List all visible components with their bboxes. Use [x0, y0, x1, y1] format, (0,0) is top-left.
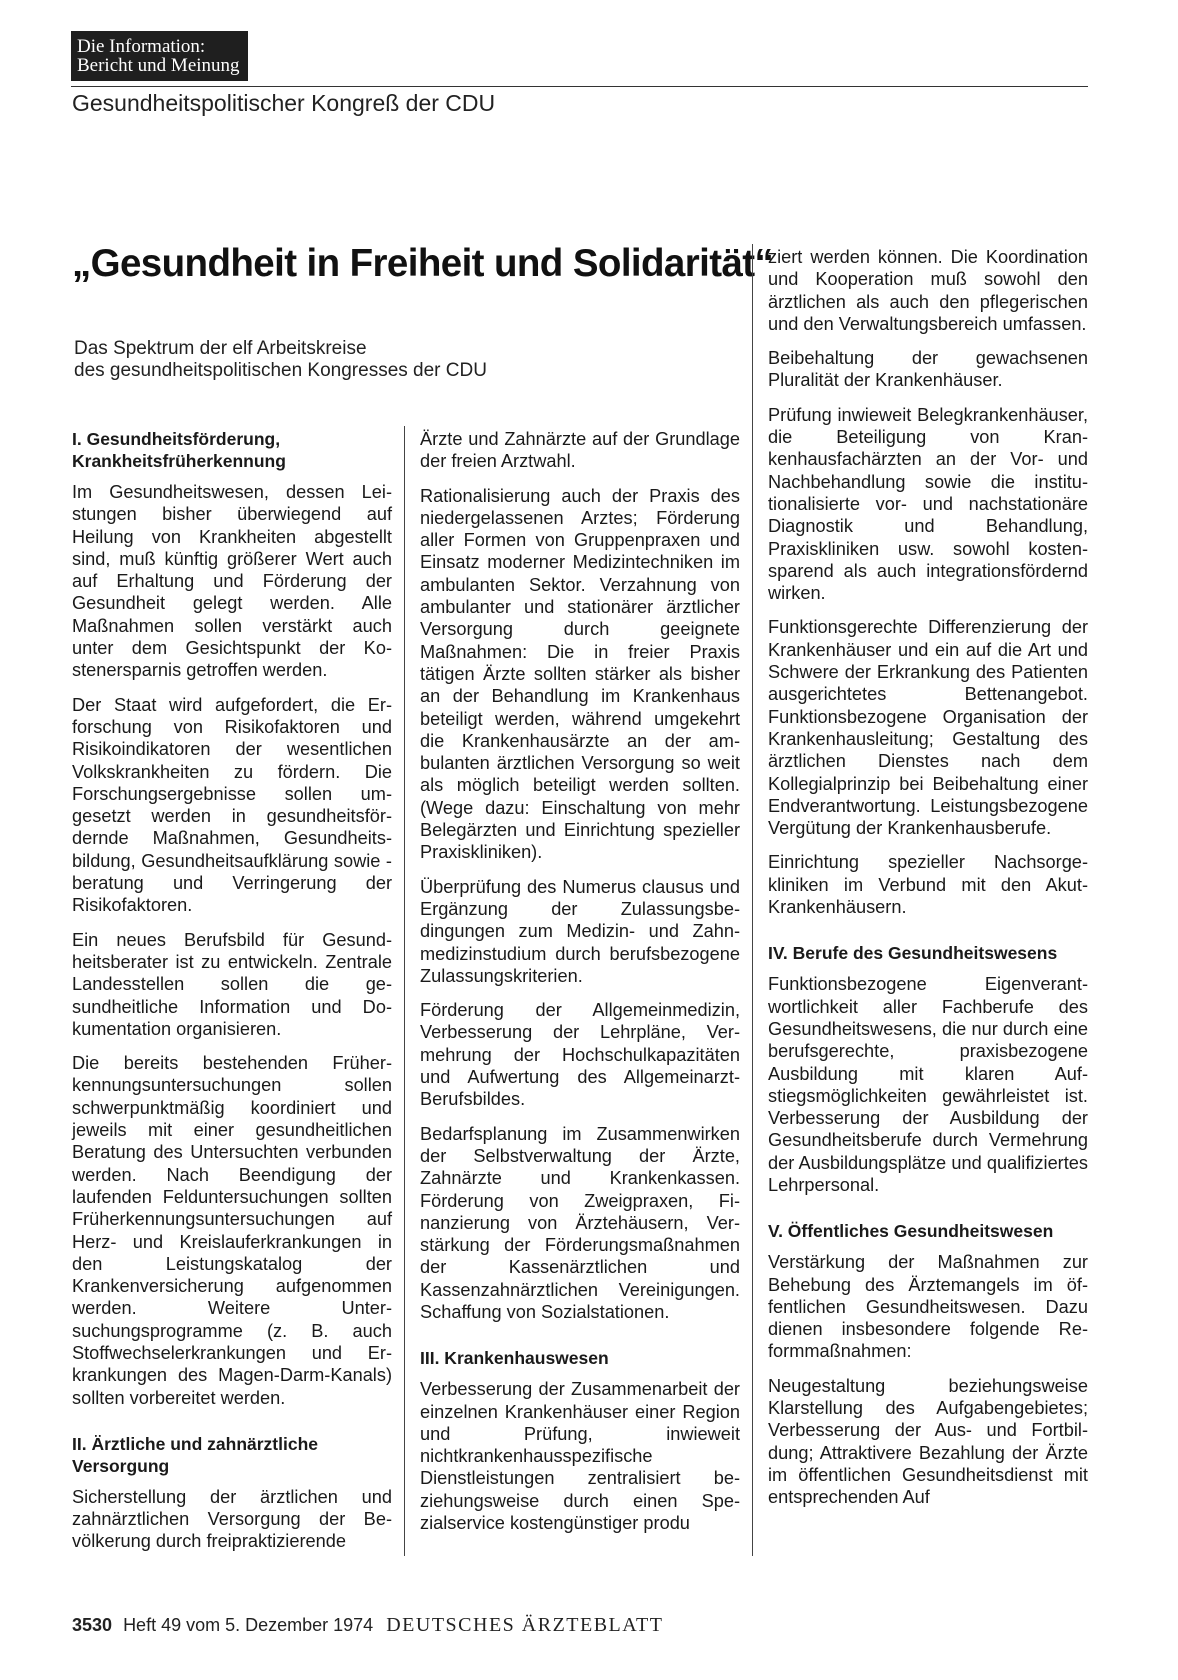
paragraph: Prüfung inwieweit Belegkrankenhäuser, die Beteiligung von Krankenhausfachärzten an der Vor- und Nachbehandlung sowie die institutionalisierte vor- und nachstationäre Diagnostik und Behandlung, Praxiskliniken usw. sowohl kostensparend als auch integrationsfördernd wirken. — [768, 404, 1088, 604]
standfirst — [74, 338, 487, 382]
issue-info: Heft 49 vom 5. Dezember 1974 — [123, 1615, 374, 1635]
paragraph: Funktionsgerechte Differenzierung der Krankenhäuser und ein auf die Art und Schwere der Erkrankung des Patienten ausgerichtetes Bettenangebot. Funktionsbezogene Organisation der Krankenhausleitung; Gestaltung des ärztlichen Dienstes nach dem Kollegialprinzip bei Beibehaltung einer Endverantwortung. Leistungsbezogene Vergütung der Krankenhausberufe. — [768, 617, 1088, 839]
column-divider-2 — [752, 244, 753, 1556]
column-1 — [72, 428, 392, 1565]
standfirst-line-1: Das Spektrum der elf Arbeitskreise — [74, 338, 367, 359]
page-footer — [72, 1614, 663, 1637]
paragraph: Ärzte und Zahnärzte auf der Grundlage der freien Arztwahl. — [420, 429, 740, 472]
paragraph: Überprüfung des Numerus clausus und Ergänzung der Zulassungsbedingungen zum Medizin- und Zahnmedizinstudium durch berufsbezogene Zulassungskriterien. — [420, 876, 740, 986]
paragraph: Bedarfsplanung im Zusammenwirken der Selbstverwaltung der Ärzte, Zahnärzte und Krankenkassen. Förderung von Zweigpraxen, Finanzierung von Ärztehäusern, Verstärkung der Förderungsmaßnahmen der Kassenärztlichen und Kassenzahnärztlichen Vereinigungen. Schaffung von Sozialstationen. — [420, 1123, 740, 1322]
section-heading-4: IV. Berufe des Gesundheitswesens — [768, 943, 1058, 964]
standfirst-line-2: des gesundheitspolitischen Kongresses der CDU — [74, 360, 487, 381]
section-rubric — [71, 31, 248, 81]
rubric-line-1: Die Information: — [77, 36, 206, 57]
paragraph: Im Gesundheitswesen, dessen Leistungen bisher überwiegend auf Heilung von Krankheiten abgestellt sind, muß künftig größerer Wert auch auf Erhaltung und Förderung der Gesundheit gelegt werden. Alle Maßnahmen sollen verstärkt auch unter dem Gesichtspunkt der Kostenersparnis getroffen werden. — [72, 482, 392, 681]
paragraph: Verstärkung der Maßnahmen zur Behebung des Ärztemangels im öffentlichen Gesundheitswesen. Dazu dienen insbesondere folgende Reformmaßnahmen: — [768, 1252, 1088, 1362]
column-3 — [768, 246, 1088, 1521]
article-headline: „Gesundheit in Freiheit und Solidarität“ — [72, 242, 774, 285]
paragraph: Einrichtung spezieller Nachsorgekliniken im Verbund mit den Akut-Krankenhäusern. — [768, 852, 1088, 918]
paragraph: ziert werden können. Die Koordination und Kooperation muß sowohl den ärztlichen als auch den pflegerischen und den Verwaltungsbereich umfassen. — [768, 247, 1088, 334]
column-2 — [420, 428, 740, 1546]
paragraph: Der Staat wird aufgefordert, die Erforschung von Risikofaktoren und Risikoindikatoren der wesentlichen Volkskrankheiten zu fördern. Die Forschungsergebnisse sollen umgesetzt werden in gesundheitsfördernde Maßnahmen, Gesundheitsbildung, Gesundheitsaufklärung sowie -beratung und Verringerung der Risikofaktoren. — [72, 694, 392, 916]
section-heading-2: II. Ärztliche und zahnärztliche Versorgung — [72, 1433, 319, 1476]
section-heading-3: III. Krankenhauswesen — [420, 1348, 609, 1369]
column-divider-1 — [404, 426, 405, 1556]
header-rule — [71, 86, 1088, 87]
paragraph: Förderung der Allgemeinmedizin, Verbesserung der Lehrpläne, Vermehrung der Hochschulkapazitäten und Aufwertung des Allgemeinarzt-Berufsbildes. — [420, 1000, 740, 1110]
paragraph: Ein neues Berufsbild für Gesundheitsberater ist zu entwickeln. Zentrale Landesstellen sollen die gesundheitliche Information und Dokumentation organisieren. — [72, 929, 392, 1039]
paragraph: Sicherstellung der ärztlichen und zahnärztlichen Versorgung der Bevölkerung durch freipraktizierende — [72, 1486, 392, 1552]
paragraph: Verbesserung der Zusammenarbeit der einzelnen Krankenhäuser einer Region und Prüfung, inwieweit nichtkrankenhausspezifische Dienstleistungen zentralisiert beziehungsweise durch einen Spezialservice kostengünstiger produ — [420, 1379, 740, 1534]
rubric-line-2: Bericht und Meinung — [77, 55, 240, 76]
paragraph: Die bereits bestehenden Früherkennungsuntersuchungen sollen schwerpunktmäßig koordiniert und jeweils mit einer gesundheitlichen Beratung des Untersuchten verbunden werden. Nach Beendigung der laufenden Felduntersuchungen sollten Früherkennungsuntersuchungen auf Herz- und Kreislauferkrankungen in den Leistungskatalog der Krankenversicherung aufgenommen werden. Weitere Untersuchungsprogramme (z. B. auch Stoffwechselerkrankungen und Erkrankungen des Magen-Darm-Kanals) sollten vorbereitet werden. — [72, 1053, 392, 1408]
journal-name: DEUTSCHES ÄRZTEBLATT — [386, 1614, 664, 1636]
kicker: Gesundheitspolitischer Kongreß der CDU — [72, 90, 496, 116]
paragraph: Neugestaltung beziehungsweise Klarstellung des Aufgabengebietes; Verbesserung der Aus- und Fortbildung; Attraktivere Bezahlung der Ärzte im öffentlichen Gesundheitsdienst mit entsprechenden Auf — [768, 1375, 1088, 1508]
paragraph: Beibehaltung der gewachsenen Pluralität der Krankenhäuser. — [768, 348, 1088, 391]
section-heading-5: V. Öffentliches Gesundheitswesen — [768, 1221, 1054, 1242]
paragraph: Rationalisierung auch der Praxis des niedergelassenen Arztes; Förderung aller Formen von Gruppenpraxen und Einsatz moderner Medizintechniken im ambulanten Sektor. Verzahnung von ambulanter und stationärer ärztlicher Versorgung durch geeignete Maßnahmen: Die in freier Praxis tätigen Ärzte sollten stärker als bisher an der Behandlung im Krankenhaus beteiligt werden, während umgekehrt die Krankenhausärzte an der ambulanten ärztlichen Versorgung so weit als möglich beteiligt werden sollten. (Wege dazu: Einschaltung von mehr Belegärzten und Einrichtung spezieller Praxiskliniken). — [420, 485, 740, 863]
paragraph: Funktionsbezogene Eigenverantwortlichkeit aller Fachberufe des Gesundheitswesens, die nur durch eine berufsgerechte, praxisbezogene Ausbildung mit klaren Aufstiegsmöglichkeiten gewährleistet ist. Verbesserung der Ausbildung der Gesundheitsberufe durch Vermehrung der Ausbildungsplätze und qualifiziertes Lehrpersonal. — [768, 974, 1088, 1195]
page-number: 3530 — [72, 1615, 113, 1635]
section-heading-1: I. Gesundheitsförderung, Krankheitsfrüherkennung — [72, 429, 286, 471]
